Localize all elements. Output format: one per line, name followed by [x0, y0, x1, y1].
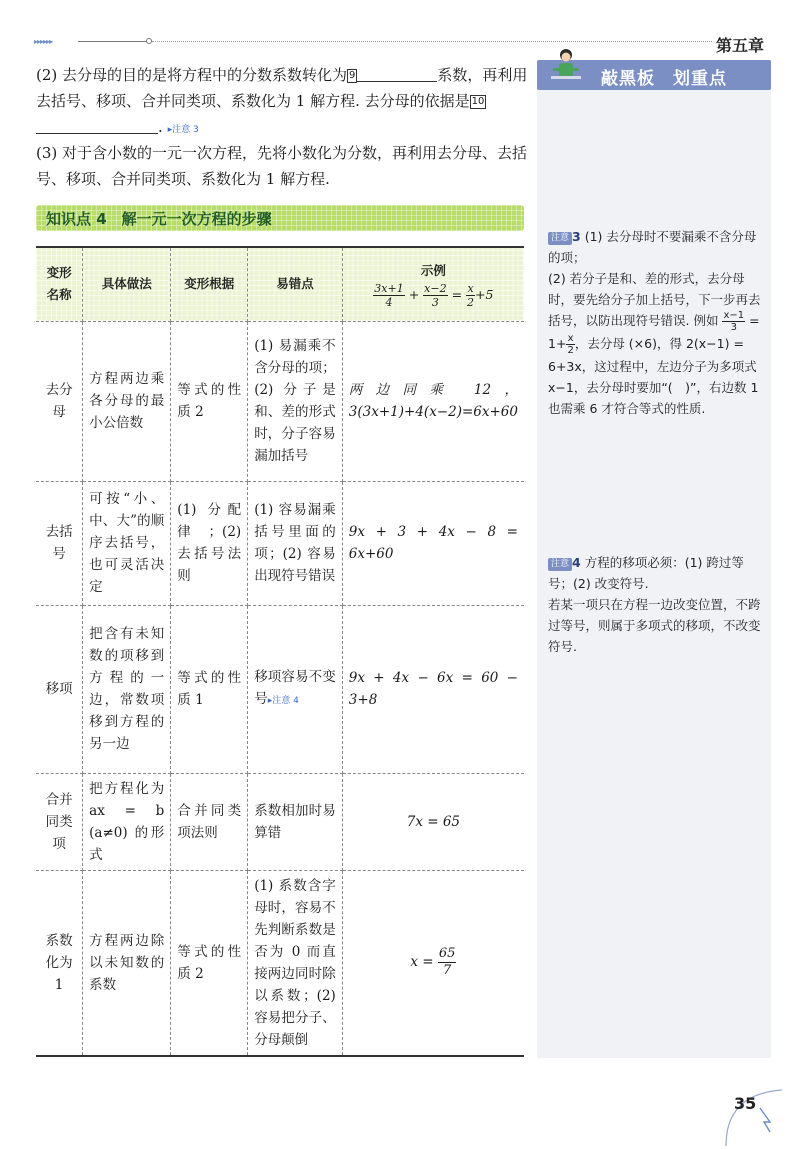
row-name: 移项: [36, 605, 83, 773]
row-method: 把方程化为 ax = b (a≠0) 的形式: [83, 773, 171, 870]
header-example-label: 示例: [420, 262, 446, 278]
sidebar-note-3: [548, 226, 764, 419]
page-number: 35: [734, 1094, 757, 1113]
note-3-reference[interactable]: ▸注意 3: [167, 125, 199, 135]
note-3-line2d: ，去分母 (×6)，得 2(x−1) = 6+3x，这过程中，左边分子为多项式 x−1，去分母时要加“( )”，右边数 1 也需乘 6 才符合等式的性质.: [548, 336, 759, 416]
blank-10-line[interactable]: [36, 133, 158, 134]
row-example: 两边同乘 12，3(3x+1)+4(x−2)=6x+60: [342, 321, 524, 481]
blank-9-label: 9: [349, 70, 356, 81]
knowledge-point-title: 知识点 4 解一元一次方程的步骤: [46, 210, 272, 228]
note-3-tag: 注意: [548, 232, 572, 245]
row-basis: 等式的性质 2: [171, 321, 248, 481]
frac-65-7: $\frac{65}{7}$: [438, 946, 456, 979]
header-example-equation: $\frac{3x+1}{4}$ + $\frac{x-2}{3}$ = $\frac{x}{2}$ +5: [374, 281, 494, 309]
header-deco-dotted-line: [152, 41, 712, 42]
teacher-figure-icon: [549, 46, 583, 90]
note-3-frac-1: $\frac{x-1}{3}$: [723, 310, 745, 333]
note-4-line1: 方程的移项必须：(1) 跨过等号；(2) 改变符号.: [548, 555, 744, 591]
intro-paragraph-3: [36, 140, 534, 192]
sidebar-banner-title: 敲黑板 划重点: [601, 69, 727, 89]
chapter-title: 第五章: [715, 36, 764, 55]
row-method: 方程两边除以未知数的系数: [83, 870, 171, 1056]
note-3-number: 3: [572, 229, 581, 244]
intro-paragraph-2: [36, 62, 534, 143]
header-pitfalls: 易错点: [248, 247, 343, 321]
intro-p2-part3: .: [158, 118, 163, 136]
row-pitfalls: 移项容易不变号▸注意 4: [248, 605, 343, 773]
row-basis: (1) 分配律；(2) 去括号法则: [171, 481, 248, 605]
note-4-number: 4: [572, 555, 581, 570]
header-example: [342, 247, 524, 321]
header-basis: 变形根据: [171, 247, 248, 321]
row-example: [342, 870, 524, 1056]
header-name: 变形名称: [36, 247, 83, 321]
row-method: 把含有未知数的项移到方程的一边，常数项移到方程的另一边: [83, 605, 171, 773]
row-example: 9x + 3 + 4x − 8 = 6x+60: [342, 481, 524, 605]
sidebar-note-4: [548, 552, 764, 657]
knowledge-point-banner: [36, 205, 524, 231]
table-row: [36, 481, 524, 605]
note-4-tag: 注意: [548, 558, 572, 571]
frac-1: $\frac{3x+1}{4}$: [374, 281, 404, 309]
example-lhs: x =: [410, 954, 434, 971]
sidebar-banner: [537, 60, 771, 90]
blank-9-line[interactable]: [357, 81, 437, 82]
note-3-line1: (1) 去分母时不要漏乘不含分母的项；: [548, 229, 757, 265]
table-row: [36, 321, 524, 481]
note-4-reference[interactable]: ▸注意 4: [267, 696, 299, 706]
header-arrows: ▸▸▸▸▸▸: [34, 37, 53, 46]
table-header-row: [36, 247, 524, 321]
intro-p3: (3) 对于含小数的一元一次方程，先将小数化为分数，再利用去分母、去括号、移项、合并同类项、系数化为 1 解方程.: [36, 144, 528, 188]
steps-table: [36, 246, 524, 1057]
frac-2: $\frac{x-2}{3}$: [424, 281, 447, 309]
header-method: 具体做法: [83, 247, 171, 321]
blank-10-label: 10: [471, 96, 485, 107]
row-name: 去括号: [36, 481, 83, 605]
table-row: [36, 870, 524, 1056]
row-basis: 等式的性质 1: [171, 605, 248, 773]
row-basis: 合并同类项法则: [171, 773, 248, 870]
note-3-line2c: 1+: [548, 336, 567, 351]
row-name: 去分母: [36, 321, 83, 481]
row-name: 系数化为 1: [36, 870, 83, 1056]
page-corner-deco: [718, 1082, 784, 1148]
row-pitfalls: 系数相加时易算错: [248, 773, 343, 870]
intro-p2-part2: 系数，再利用去括号、移项、合并同类项、系数化为 1 解方程. 去分母的依据是: [36, 66, 528, 110]
row-pitfalls: (1) 系数含字母时，容易不先判断系数是否为 0 而直接两边同时除以系数；(2) 容易把分子、分母颠倒: [248, 870, 343, 1056]
note-4-line2: 若某一项只在方程一边改变位置，不跨过等号，则属于多项式的移项，不改变符号.: [548, 597, 761, 654]
table-row: [36, 773, 524, 870]
note-3-line2a: (2) 若分子是和、差的形式，去分母时，要先给分子加上括号，下一步再去括号，以防出现符号错误. 例如: [548, 271, 761, 328]
frac-3: $\frac{x}{2}$: [467, 281, 475, 309]
header-deco-line: [78, 41, 146, 42]
row-method: 方程两边乘各分母的最小公倍数: [83, 321, 171, 481]
intro-p2-part1: (2) 去分母的目的是将方程中的分数系数转化为: [36, 66, 348, 84]
row-method: 可按“小、中、大”的顺序去括号，也可灵活决定: [83, 481, 171, 605]
note-3-line2b: =: [749, 313, 760, 328]
row-example: 7x = 65: [342, 773, 524, 870]
row-example: 9x + 4x − 6x = 60 − 3+8: [342, 605, 524, 773]
row-pitfalls: (1) 易漏乘不含分母的项；(2) 分子是和、差的形式时，分子容易漏加括号: [248, 321, 343, 481]
row-name: 合并同类项: [36, 773, 83, 870]
row-pitfalls: (1) 容易漏乘括号里面的项；(2) 容易出现符号错误: [248, 481, 343, 605]
row-basis: 等式的性质 2: [171, 870, 248, 1056]
note-3-frac-2: $\frac{x}{2}$: [567, 333, 574, 356]
table-row: [36, 605, 524, 773]
